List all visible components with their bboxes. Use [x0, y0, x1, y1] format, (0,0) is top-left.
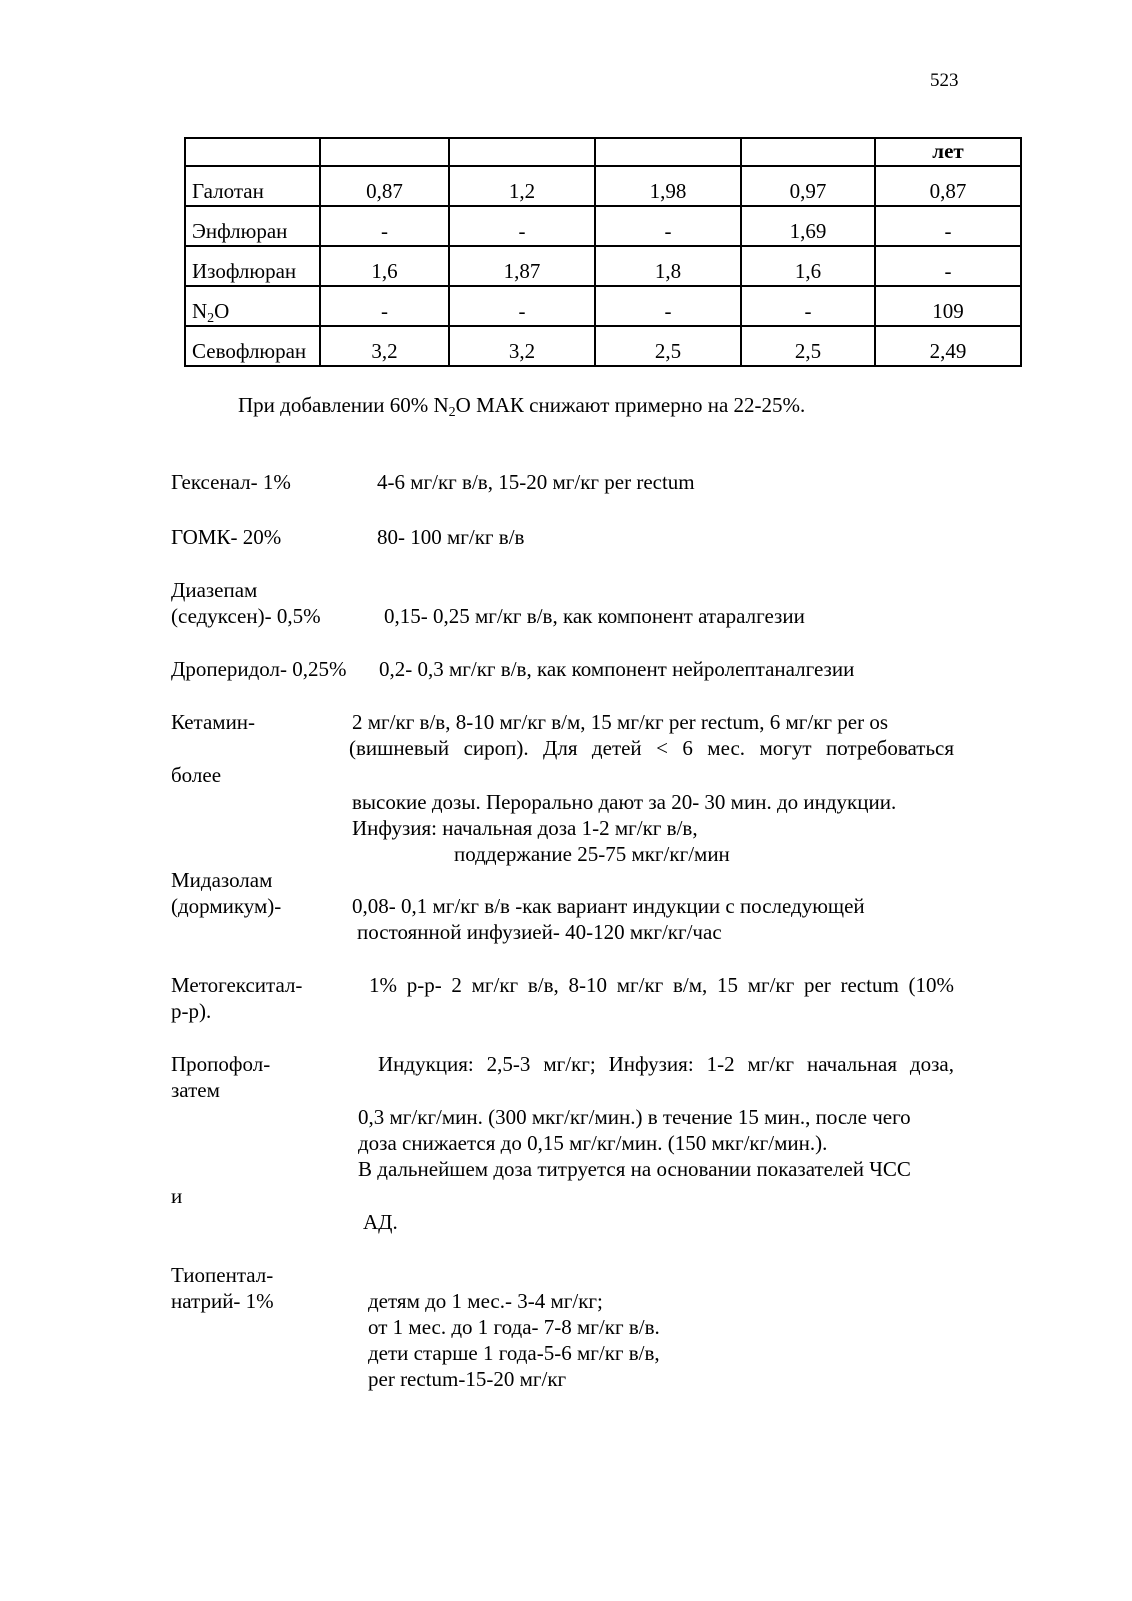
- table-header-cell: [449, 138, 595, 166]
- diazepam-label: Диазепам: [171, 578, 258, 602]
- tiopental-line-2: от 1 мес. до 1 года- 7-8 мг/кг в/в.: [368, 1315, 660, 1339]
- row-name: Энфлюран: [185, 206, 320, 246]
- gomk-dose: 80- 100 мг/кг в/в: [377, 525, 525, 549]
- note-text-after: O МАК снижают примерно на 22-25%.: [455, 393, 806, 417]
- table-cell: 0,87: [875, 166, 1021, 206]
- midazolam-label: Мидазолам: [171, 868, 273, 892]
- metogeksital-line-1: 1% р-р- 2 мг/кг в/в, 8-10 мг/кг в/м, 15 мг/кг per rectum (10%: [369, 973, 954, 997]
- tiopental-label: Тиопентал-: [171, 1263, 274, 1287]
- ketamin-line-1: 2 мг/кг в/в, 8-10 мг/кг в/м, 15 мг/кг per rectum, 6 мг/кг per os: [352, 710, 889, 734]
- table-header-cell: лет: [875, 138, 1021, 166]
- metogeksital-label: Метогекситал-: [171, 973, 303, 997]
- propofol-line-2: 0,3 мг/кг/мин. (300 мкг/кг/мин.) в течение 15 мин., после чего: [358, 1105, 911, 1129]
- table-row: [185, 286, 1021, 326]
- row-name: Севофлюран: [185, 326, 320, 366]
- table-header-cell: [185, 138, 320, 166]
- formula-subscript: 2: [207, 311, 215, 326]
- tiopental-label-2: натрий- 1%: [171, 1289, 274, 1313]
- table-cell: -: [875, 206, 1021, 246]
- droperidol-dose: 0,2- 0,3 мг/кг в/в, как компонент нейролептаналгезии: [379, 657, 855, 681]
- propofol-line-4: В дальнейшем доза титруется на основании показателей ЧСС: [358, 1157, 911, 1181]
- table-cell: 2,49: [875, 326, 1021, 366]
- propofol-line-3: доза снижается до 0,15 мг/кг/мин. (150 мкг/кг/мин.).: [358, 1131, 828, 1155]
- table-cell: -: [320, 206, 449, 246]
- note-text-before: При добавлении 60% N: [238, 393, 449, 417]
- propofol-label-2: затем: [171, 1078, 220, 1102]
- table-row: [185, 246, 1021, 286]
- table-cell: 0,97: [741, 166, 875, 206]
- table-cell: 1,87: [449, 246, 595, 286]
- table-cell: -: [449, 286, 595, 326]
- table-header-row: [185, 138, 1021, 166]
- ketamin-line-5: поддержание 25-75 мкг/кг/мин: [454, 842, 730, 866]
- table-cell: 1,6: [741, 246, 875, 286]
- geksenal-dose: 4-6 мг/кг в/в, 15-20 мг/кг per rectum: [377, 470, 695, 494]
- droperidol-label: Дроперидол- 0,25%: [171, 657, 347, 681]
- midazolam-line-2: постоянной инфузией- 40-120 мкг/кг/час: [357, 920, 722, 944]
- table-cell: -: [449, 206, 595, 246]
- formula-n: N: [192, 299, 208, 323]
- propofol-label-3: и: [171, 1184, 183, 1208]
- row-name: [185, 286, 320, 326]
- table-cell: 2,5: [741, 326, 875, 366]
- table-header-cell: [320, 138, 449, 166]
- geksenal-label: Гексенал- 1%: [171, 470, 291, 494]
- table-cell: 1,2: [449, 166, 595, 206]
- mac-table: [184, 137, 1022, 367]
- propofol-line-5: АД.: [363, 1210, 398, 1234]
- table-cell: -: [320, 286, 449, 326]
- ketamin-line-2: (вишневый сироп). Для детей < 6 мес. могут потребоваться: [349, 736, 954, 760]
- page-number: 523: [930, 70, 959, 91]
- tiopental-line-4: per rectum-15-20 мг/кг: [368, 1367, 567, 1391]
- ketamin-label-2: более: [171, 763, 222, 787]
- ketamin-label: Кетамин-: [171, 710, 256, 734]
- table-cell: 109: [875, 286, 1021, 326]
- diazepam-label-2: (седуксен)- 0,5%: [171, 604, 321, 628]
- table-header-cell: [595, 138, 741, 166]
- tiopental-line-3: дети старше 1 года-5-6 мг/кг в/в,: [368, 1341, 660, 1365]
- tiopental-line-1: детям до 1 мес.- 3-4 мг/кг;: [368, 1289, 603, 1313]
- table-cell: -: [595, 206, 741, 246]
- table-cell: -: [595, 286, 741, 326]
- midazolam-label-2: (дормикум)-: [171, 894, 282, 918]
- table-row: [185, 166, 1021, 206]
- table-cell: 1,8: [595, 246, 741, 286]
- table-header-cell: [741, 138, 875, 166]
- ketamin-line-4: Инфузия: начальная доза 1-2 мг/кг в/в,: [352, 816, 698, 840]
- propofol-label: Пропофол-: [171, 1052, 271, 1076]
- n2o-note: [238, 392, 805, 418]
- metogeksital-label-2: р-р).: [171, 999, 212, 1023]
- table-cell: 0,87: [320, 166, 449, 206]
- table-cell: 3,2: [449, 326, 595, 366]
- table-cell: 1,69: [741, 206, 875, 246]
- table-cell: 3,2: [320, 326, 449, 366]
- note-subscript: 2: [448, 405, 456, 420]
- gomk-label: ГОМК- 20%: [171, 525, 282, 549]
- table-cell: 1,6: [320, 246, 449, 286]
- midazolam-line-1: 0,08- 0,1 мг/кг в/в -как вариант индукции с последующей: [352, 894, 865, 918]
- diazepam-dose: 0,15- 0,25 мг/кг в/в, как компонент атаралгезии: [384, 604, 805, 628]
- table-cell: -: [741, 286, 875, 326]
- table-cell: -: [875, 246, 1021, 286]
- propofol-line-1: Индукция: 2,5-3 мг/кг; Инфузия: 1-2 мг/кг начальная доза,: [378, 1052, 954, 1076]
- row-name: Галотан: [185, 166, 320, 206]
- table-row: [185, 326, 1021, 366]
- formula-o: O: [214, 299, 230, 323]
- ketamin-line-3: высокие дозы. Перорально дают за 20- 30 мин. до индукции.: [352, 790, 897, 814]
- table-row: [185, 206, 1021, 246]
- table-cell: 2,5: [595, 326, 741, 366]
- row-name: Изофлюран: [185, 246, 320, 286]
- table-cell: 1,98: [595, 166, 741, 206]
